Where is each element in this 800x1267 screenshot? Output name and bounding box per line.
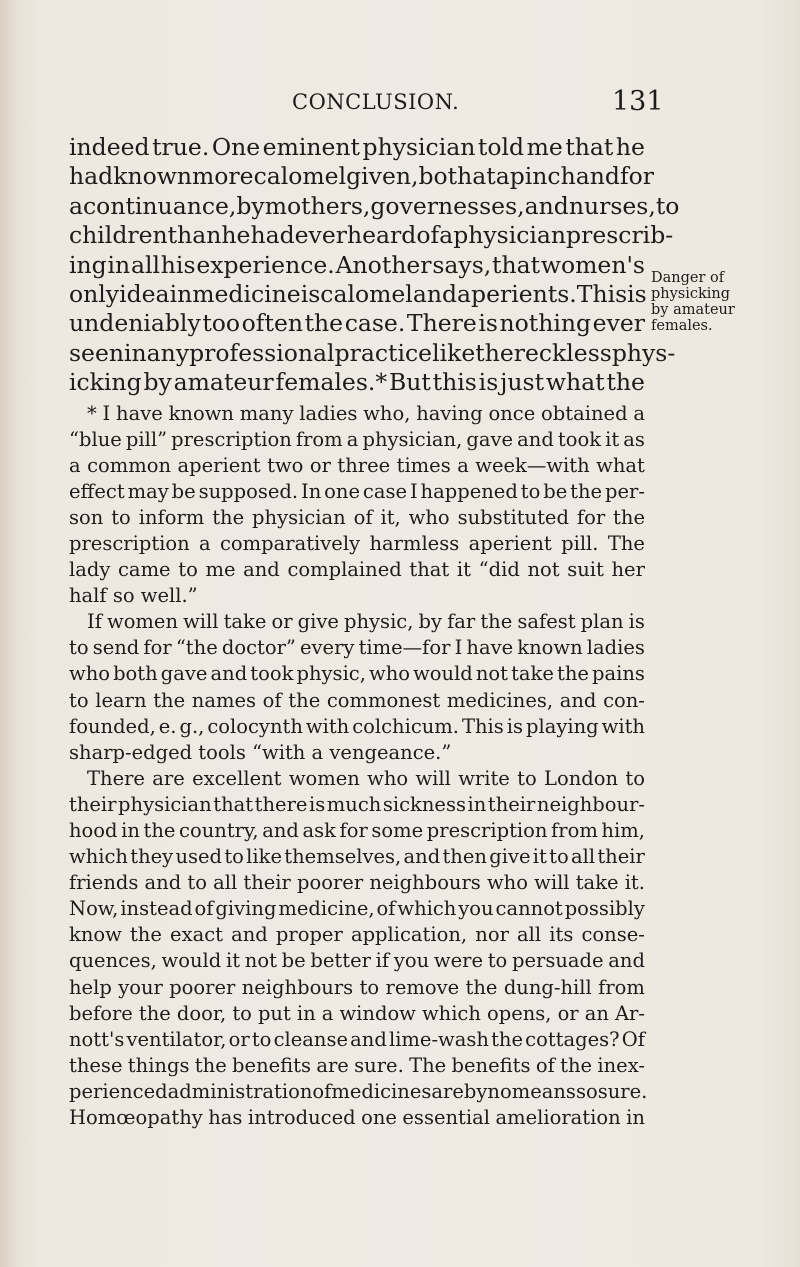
footnote-line: these things the benefits are sure. The benefits of the inex- xyxy=(69,1053,645,1077)
footnote-line: perienced administration of medicines are by no means so sure. xyxy=(69,1079,648,1103)
footnote-line: Homœopathy has introduced one essential amelioration in xyxy=(69,1106,645,1130)
main-paragraph xyxy=(69,133,680,398)
footnote-line: founded, e. g., colocynth with colchicum. This is playing with xyxy=(69,714,645,738)
footnote-line: hood in the country, and ask for some prescription from him, xyxy=(69,819,645,843)
text-line: undeniably too often the case. There is nothing ever xyxy=(69,309,645,338)
text-line: only idea in medicine is calomel and aperients. This is xyxy=(69,279,647,308)
footnote-line: lady came to me and complained that it “did not suit her xyxy=(69,558,645,582)
running-title: CONCLUSION. xyxy=(292,90,460,114)
footnote-line: son to inform the physician of it, who substituted for the xyxy=(69,505,645,529)
margin-note-line: physicking xyxy=(651,286,731,302)
footnote-line: friends and to all their poorer neighbours who will take it. xyxy=(69,871,645,895)
footnote-line: before the door, to put in a window which opens, or an Ar- xyxy=(69,1001,645,1025)
text-line: had known more calomel given, both at a pinch and for xyxy=(69,162,655,191)
footnote-line: * I have known many ladies who, having once obtained a xyxy=(87,401,645,425)
footnote-line: If women will take or give physic, by far the safest plan is xyxy=(87,610,645,634)
footnote-line: quences, would it not be better if you were to persuade and xyxy=(69,949,645,973)
footnote-line: half so well.” xyxy=(69,584,198,608)
footnote-line: which they used to like themselves, and then give it to all their xyxy=(69,845,645,869)
footnote-line: nott's ventilator, or to cleanse and lime-wash the cottages? Of xyxy=(69,1027,645,1051)
footnote-line: help your poorer neighbours to remove the dung-hill from xyxy=(69,975,645,999)
footnote-line: sharp-edged tools “with a vengeance.” xyxy=(69,740,452,764)
footnote-line: to learn the names of the commonest medicines, and con- xyxy=(69,688,645,712)
footnote-line: know the exact and proper application, nor all its conse- xyxy=(69,923,645,947)
margin-note-line: females. xyxy=(651,318,713,334)
margin-note-line: by amateur xyxy=(651,302,735,318)
text-line: icking by amateur females.* But this is just what the xyxy=(69,368,645,397)
running-head xyxy=(0,86,800,120)
body-text xyxy=(69,133,680,1131)
footnote-line: “blue pill” prescription from a physician, gave and took it as xyxy=(69,427,645,451)
footnote-line: to send for “the doctor” every time—for I have known ladies xyxy=(69,636,645,660)
footnote-line: who both gave and took physic, who would not take the pains xyxy=(69,662,645,686)
page-number: 131 xyxy=(612,86,664,117)
text-line: ing in all his experience. Another says, that women's xyxy=(69,250,645,279)
footnote-line: Now, instead of giving medicine, of which you cannot possibly xyxy=(69,897,645,921)
text-line: a continuance, by mothers, governesses, and nurses, to xyxy=(69,191,680,220)
footnote-line: effect may be supposed. In one case I happened to be the per- xyxy=(69,479,645,503)
footnote-line: prescription a comparatively harmless aperient pill. The xyxy=(69,531,645,555)
footnote-paragraph xyxy=(69,609,645,766)
margin-note-line: Danger of xyxy=(651,270,725,286)
margin-note xyxy=(651,270,761,334)
footnote-line: a common aperient two or three times a week—with what xyxy=(69,453,645,477)
text-line: indeed true. One eminent physician told me that he xyxy=(69,133,645,161)
text-line: children than he had ever heard of a physician prescrib- xyxy=(69,221,674,250)
text-line: seen in any professional practice like the reckless phys- xyxy=(69,338,676,367)
footnote-line: There are excellent women who will write to London to xyxy=(87,766,645,790)
footnote-line: their physician that there is much sickness in their neighbour- xyxy=(69,792,645,816)
footnote-paragraph xyxy=(69,401,645,610)
footnote-paragraph xyxy=(69,766,648,1131)
footnote xyxy=(69,401,648,1132)
